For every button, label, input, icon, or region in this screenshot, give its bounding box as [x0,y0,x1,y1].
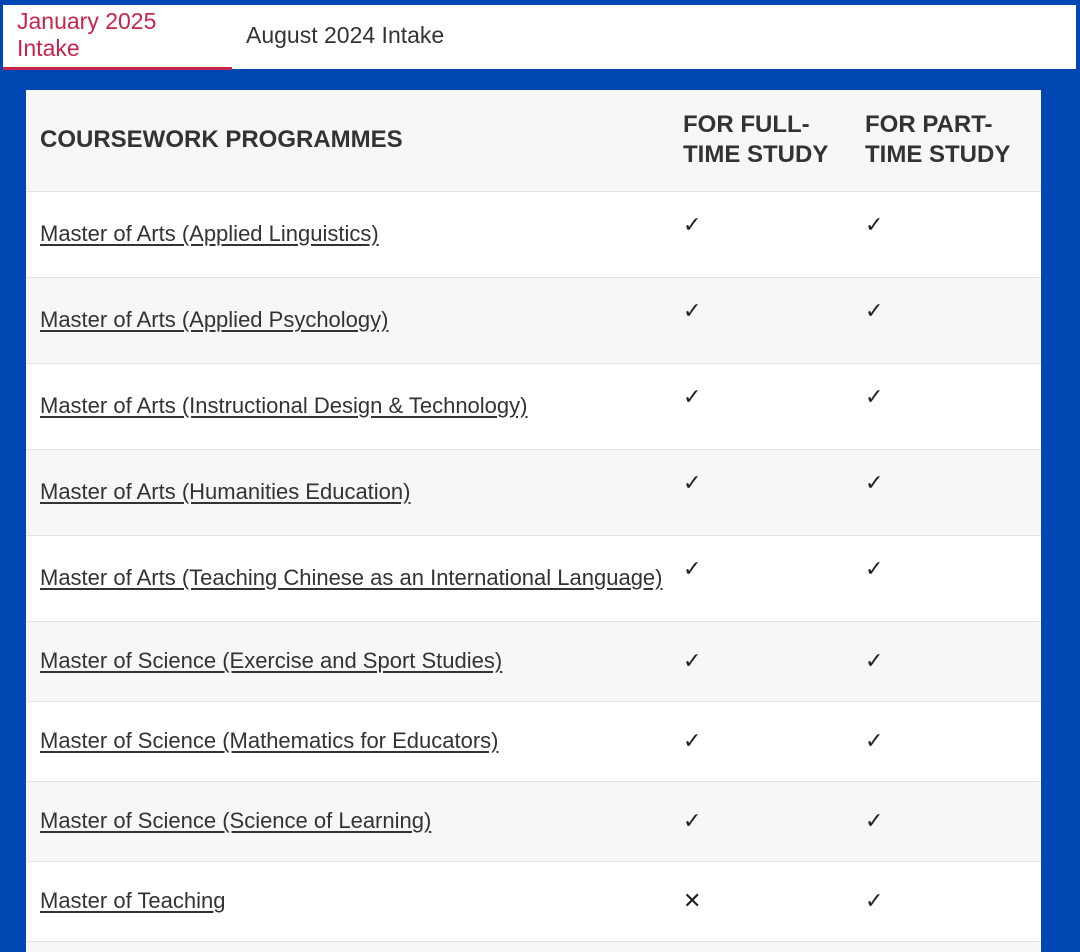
table-row [26,781,1041,861]
part-time-availability: ✓ [865,648,884,673]
full-time-availability [669,941,851,952]
full-time-availability: ✕ [683,888,702,913]
full-time-availability: ✓ [683,728,702,753]
part-time-availability: ✓ [865,469,884,495]
programme-cell [26,449,669,535]
table-row [26,535,1041,621]
programme-link[interactable]: Master of Arts (Applied Psychology) [40,307,389,332]
programmes-panel [26,90,1041,952]
part-time-availability: ✓ [865,297,884,323]
header-full-time-study: FOR FULL-TIME STUDY [683,111,829,169]
table-row [26,277,1041,363]
programme-cell [26,535,669,621]
programme-cell [26,781,669,861]
programme-cell [26,861,669,941]
part-time-availability: ✓ [865,888,884,913]
tab-august-2024-intake[interactable]: August 2024 Intake [246,21,445,48]
programme-link[interactable]: Master of Arts (Humanities Education) [40,479,411,504]
intake-tabs [3,5,1076,69]
table-row-partial [26,941,1041,952]
full-time-availability: ✓ [683,297,702,323]
part-time-availability: ✓ [865,211,884,237]
table-row [26,701,1041,781]
programme-cell [26,621,669,701]
table-row [26,861,1041,941]
full-time-availability: ✓ [683,555,702,581]
full-time-availability: ✓ [683,648,702,673]
header-part-time-study: FOR PART-TIME STUDY [865,111,1011,169]
table-row [26,191,1041,277]
table-row [26,449,1041,535]
programme-cell [26,363,669,449]
programme-cell [26,941,669,952]
full-time-availability: ✓ [683,808,702,833]
part-time-availability [851,941,1041,952]
programme-cell [26,191,669,277]
full-time-availability: ✓ [683,211,702,237]
full-time-availability: ✓ [683,469,702,495]
programme-link[interactable]: Master of Arts (Teaching Chinese as an International Language) [40,565,663,590]
programme-cell [26,277,669,363]
programme-link[interactable]: Master of Science (Exercise and Sport Studies) [40,648,503,673]
programmes-table [26,90,1041,952]
part-time-availability: ✓ [865,808,884,833]
programme-link[interactable]: Master of Science (Science of Learning) [40,808,432,833]
programme-cell [26,701,669,781]
programme-link[interactable]: Master of Teaching [40,888,226,913]
tab-january-2025-intake[interactable]: January 2025 Intake [3,5,232,70]
programme-link[interactable]: Master of Arts (Instructional Design & Technology) [40,393,528,418]
programme-link[interactable]: Master of Arts (Applied Linguistics) [40,221,379,246]
full-time-availability: ✓ [683,383,702,409]
table-row [26,363,1041,449]
part-time-availability: ✓ [865,728,884,753]
part-time-availability: ✓ [865,383,884,409]
table-row [26,621,1041,701]
table-header-row [26,90,1041,191]
part-time-availability: ✓ [865,555,884,581]
programme-link[interactable]: Master of Science (Mathematics for Educators) [40,728,499,753]
header-coursework-programmes: COURSEWORK PROGRAMMES [40,126,403,154]
